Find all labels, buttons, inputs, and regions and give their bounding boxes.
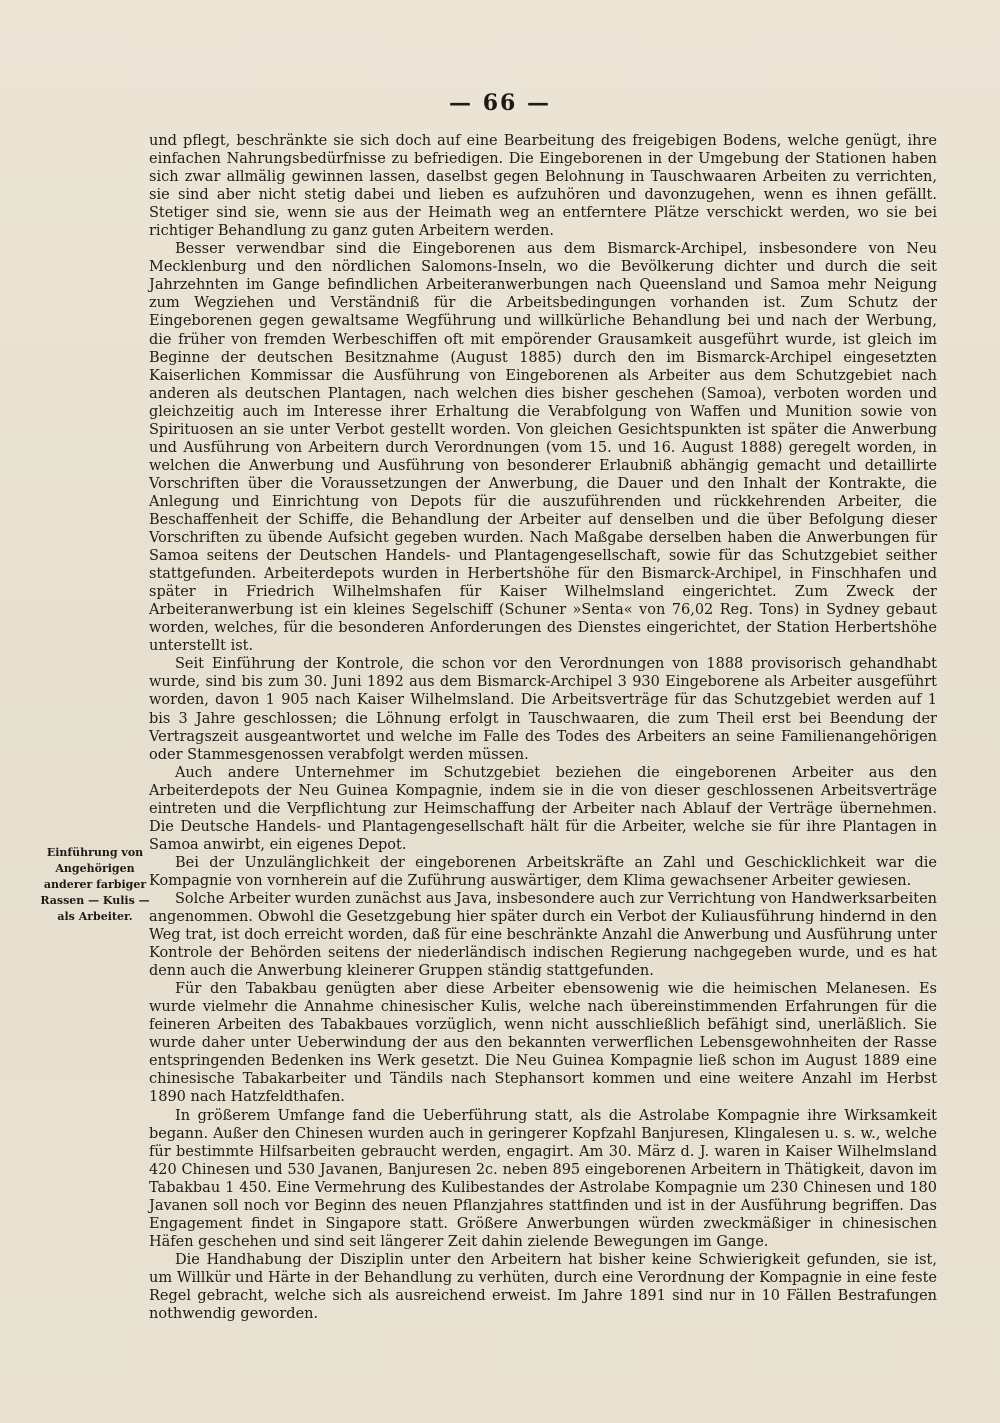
paragraph: Für den Tabakbau genügten aber diese Arbeiter ebensowenig wie die heimischen Melanesen. Es wurde vielmehr die Annahme chinesischer Kulis, welche nach übereinstimmenden Erfahrungen für die feineren Arbeiten des Tabakbaues vorzüglich, wenn nicht ausschließlich befähigt sind, unerläßlich. Sie wurde daher unter Ueberwindung der aus den bekannten verwerflichen Lebensgewohnheiten der Rasse entspringenden Bedenken ins Werk gesetzt. Die Neu Guinea Kompagnie ließ schon im August 1889 eine chinesische Tabakarbeiter und Tändils nach Stephansort kommen und eine weitere Anzahl im Herbst 1890 nach Hatzfeldthafen. bbox=[149, 981, 937, 1106]
paragraph: Bei der Unzulänglichkeit der eingeborenen Arbeitskräfte an Zahl und Geschicklichkeit war die Kompagnie von vornherein auf die Zuführung auswärtiger, dem Klima gewachsener Arbeiter gewiesen. bbox=[149, 854, 937, 889]
page-number: — 66 — bbox=[449, 90, 551, 116]
paragraph: Die Handhabung der Disziplin unter den Arbeitern hat bisher keine Schwierigkeit gefunden, sie ist, um Willkür und Härte in der Behandlung zu verhüten, durch eine Verordnung der Kompagnie in eine feste Regel gebracht, welche sich als ausreichend erweist. Im Jahre 1891 sind nur in 10 Fällen Bestrafungen nothwendig geworden. bbox=[149, 1251, 937, 1323]
paragraph: und pflegt, beschränkte sie sich doch auf eine Bearbeitung des freigebigen Bodens, welche genügt, ihre einfachen Nahrungsbedürfnisse zu befriedigen. Die Eingeborenen in der Umgebung der Stationen haben sich zwar allmälig gewinnen lassen, daselbst gegen Belohnung in Tauschwaaren Arbeiten zu verrichten, sie sind aber nicht stetig dabei und lieben es aufzuhören und davonzugehen, wenn es ihnen gefällt. Stetiger sind sie, wenn sie aus der Heimath weg an entferntere Plätze verschickt werden, wo sie bei richtiger Behandlung zu ganz guten Arbeitern werden. bbox=[149, 133, 937, 240]
paragraph: Besser verwendbar sind die Eingeborenen aus dem Bismarck-Archipel, insbesondere von Neu Mecklenburg und den nördlichen Salomons-Inseln, wo die Bevölkerung dichter und durch die seit Jahrzehnten im Gange befindlichen Arbeiteranwerbungen nach Queensland und Samoa mehr Neigung zum Wegziehen und Verständniß für die Arbeitsbedingungen vorhanden ist. Zum Schutz der Eingeborenen gegen gewaltsame Wegführung und willkürliche Behandlung bei und nach der Werbung, die früher von fremden Werbeschiffen oft mit empörender Grausamkeit ausgeführt wurde, ist gleich im Beginne der deutschen Besitznahme (August 1885) durch den im Bismarck-Archipel eingesetzten Kaiserlichen Kommissar die Ausführung von Eingeborenen als Arbeiter aus dem Schutzgebiet nach anderen als deutschen Plantagen, nach welchen dies bisher geschehen (Samoa), verboten worden und gleichzeitig auch im Interesse ihrer Erhaltung die Verabfolgung von Waffen und Munition sowie von Spirituosen an sie unter Verbot gestellt worden. Von gleichen Gesichtspunkten ist später die Anwerbung und Ausführung von Arbeitern durch Verordnungen (vom 15. und 16. August 1888) geregelt worden, in welchen die Anwerbung und Ausführung von besonderer Erlaubniß abhängig gemacht und detaillirte Vorschriften über die Voraussetzungen der Anwerbung, die Dauer und den Inhalt der Kontrakte, die Anlegung und Einrichtung von Depots für die auszuführenden und rückkehrenden Arbeiter, die Beschaffenheit der Schiffe, die Behandlung der Arbeiter auf denselben und die über Befolgung dieser Vorschriften zu übende Aufsicht gegeben wurden. Nach Maßgabe derselben haben die Anwerbungen für Samoa seitens der Deutschen Handels- und Plantagengesellschaft, sowie für das Schutzgebiet seither stattgefunden. Arbeiterdepots wurden in Herbertshöhe für den Bismarck-Archipel, in Finschhafen und später in Friedrich Wilhelmshafen für Kaiser Wilhelmsland eingerichtet. Zum Zweck der Arbeiteranwerbung ist ein kleines Segelschiff (Schuner »Senta« von 76,02 Reg. Tons) in Sydney gebaut worden, welches, für die besonderen Anforderungen des Dienstes eingerichtet, der Station Herbertshöhe unterstellt ist. bbox=[149, 241, 937, 655]
margin-note: Einführung von Angehörigen anderer farbiger Rassen — Kulis — als Arbeiter. bbox=[40, 846, 150, 923]
paragraph: Seit Einführung der Kontrole, die schon vor den Verordnungen von 1888 provisorisch gehandhabt wurde, sind bis zum 30. Juni 1892 aus dem Bismarck-Archipel 3 930 Eingeborene als Arbeiter ausgeführt worden, davon 1 905 nach Kaiser Wilhelmsland. Die Arbeitsverträge für das Schutzgebiet werden auf 1 bis 3 Jahre geschlossen; die Löhnung erfolgt in Tauschwaaren, die zum Theil erst bei Beendung der Vertragszeit ausgeantwortet und welche im Falle des Todes des Arbeiters an seine Familienangehörigen oder Stammesgenossen verabfolgt werden müssen. bbox=[149, 656, 937, 763]
body-text bbox=[149, 132, 937, 1323]
paragraph: Solche Arbeiter wurden zunächst aus Java, insbesondere auch zur Verrichtung von Handwerksarbeiten angenommen. Obwohl die Gesetzgebung hier später durch ein Verbot der Kuliausführung hindernd in den Weg trat, ist doch erreicht worden, daß für eine beschränkte Anzahl die Anwerbung und Ausführung unter Kontrole der Behörden seitens der niederländisch indischen Regierung nachgegeben wurde, und es hat denn auch die Anwerbung kleinerer Gruppen ständig stattgefunden. bbox=[149, 890, 937, 980]
paragraph: Auch andere Unternehmer im Schutzgebiet beziehen die eingeborenen Arbeiter aus den Arbeiterdepots der Neu Guinea Kompagnie, indem sie in die von dieser geschlossenen Arbeitsverträge eintreten und die Verpflichtung zur Heimschaffung der Arbeiter nach Ablauf der Verträge übernehmen. Die Deutsche Handels- und Plantagengesellschaft hält für die Arbeiter, welche sie für ihre Plantagen in Samoa anwirbt, ein eigenes Depot. bbox=[149, 764, 937, 853]
paragraph: In größerem Umfange fand die Ueberführung statt, als die Astrolabe Kompagnie ihre Wirksamkeit begann. Außer den Chinesen wurden auch in geringerer Kopfzahl Banjuresen, Klingalesen u. s. w., welche für bestimmte Hilfsarbeiten gebraucht werden, engagirt. Am 30. März d. J. waren in Kaiser Wilhelmsland 420 Chinesen und 530 Javanen, Banjuresen 2c. neben 895 eingeborenen Arbeitern in Thätigkeit, davon im Tabakbau 1 450. Eine Vermehrung des Kulibestandes der Astrolabe Kompagnie um 230 Chinesen und 180 Javanen soll noch vor Beginn des neuen Pflanzjahres stattfinden und ist in der Ausführung begriffen. Das Engagement findet in Singapore statt. Größere Anwerbungen würden zweckmäßiger in chinesischen Häfen geschehen und sind seit längerer Zeit dahin zielende Bewegungen im Gange. bbox=[149, 1107, 937, 1250]
